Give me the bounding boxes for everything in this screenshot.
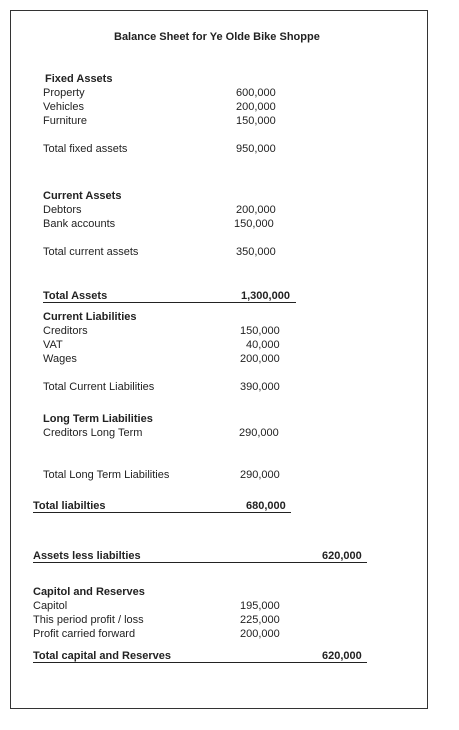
capital-item-value: 225,000	[240, 614, 280, 626]
fixed-asset-label: Property	[43, 87, 85, 99]
total-fixed-assets-label: Total fixed assets	[43, 143, 128, 155]
fixed-asset-value: 150,000	[236, 115, 276, 127]
total-long-term-liabilities-value: 290,000	[240, 469, 280, 481]
long-term-liability-label: Creditors Long Term	[43, 427, 143, 439]
current-liability-label: VAT	[43, 339, 63, 351]
fixed-asset-value: 600,000	[236, 87, 276, 99]
current-liability-value: 150,000	[240, 325, 280, 337]
capital-reserves-heading: Capitol and Reserves	[33, 586, 145, 598]
capital-item-label: Profit carried forward	[33, 628, 136, 640]
current-assets-heading: Current Assets	[43, 190, 122, 202]
capital-item-value: 200,000	[240, 628, 280, 640]
fixed-asset-label: Vehicles	[43, 101, 84, 113]
current-asset-value: 200,000	[236, 204, 276, 216]
total-assets-underline	[43, 302, 296, 303]
total-current-assets-label: Total current assets	[43, 246, 139, 258]
total-current-liabilities-value: 390,000	[240, 381, 280, 393]
current-asset-value: 150,000	[234, 218, 274, 230]
total-current-assets-value: 350,000	[236, 246, 276, 258]
current-liability-label: Creditors	[43, 325, 88, 337]
total-assets-value: 1,300,000	[241, 290, 290, 302]
total-assets-label: Total Assets	[43, 290, 108, 302]
total-liabilities-value: 680,000	[246, 500, 286, 512]
total-current-liabilities-label: Total Current Liabilities	[43, 381, 155, 393]
total-liabilities-label: Total liabilties	[33, 500, 106, 512]
capital-item-label: This period profit / loss	[33, 614, 144, 626]
capital-item-value: 195,000	[240, 600, 280, 612]
total-capital-reserves-label: Total capital and Reserves	[33, 650, 171, 662]
capital-item-label: Capitol	[33, 600, 68, 612]
assets-less-liabilities-underline	[33, 562, 367, 563]
current-asset-label: Debtors	[43, 204, 82, 216]
total-capital-reserves-value: 620,000	[322, 650, 362, 662]
current-liability-label: Wages	[43, 353, 77, 365]
assets-less-liabilities-label: Assets less liabilties	[33, 550, 141, 562]
long-term-liabilities-heading: Long Term Liabilities	[43, 413, 153, 425]
total-liabilities-underline	[33, 512, 291, 513]
current-liability-value: 200,000	[240, 353, 280, 365]
fixed-assets-heading: Fixed Assets	[45, 73, 113, 85]
current-liability-value: 40,000	[246, 339, 280, 351]
current-liabilities-heading: Current Liabilities	[43, 311, 137, 323]
current-asset-label: Bank accounts	[43, 218, 116, 230]
assets-less-liabilities-value: 620,000	[322, 550, 362, 562]
total-fixed-assets-value: 950,000	[236, 143, 276, 155]
long-term-liability-value: 290,000	[239, 427, 279, 439]
total-long-term-liabilities-label: Total Long Term Liabilities	[43, 469, 170, 481]
page-title: Balance Sheet for Ye Olde Bike Shoppe	[114, 31, 320, 43]
fixed-asset-label: Furniture	[43, 115, 88, 127]
fixed-asset-value: 200,000	[236, 101, 276, 113]
total-capital-reserves-underline	[33, 662, 367, 663]
